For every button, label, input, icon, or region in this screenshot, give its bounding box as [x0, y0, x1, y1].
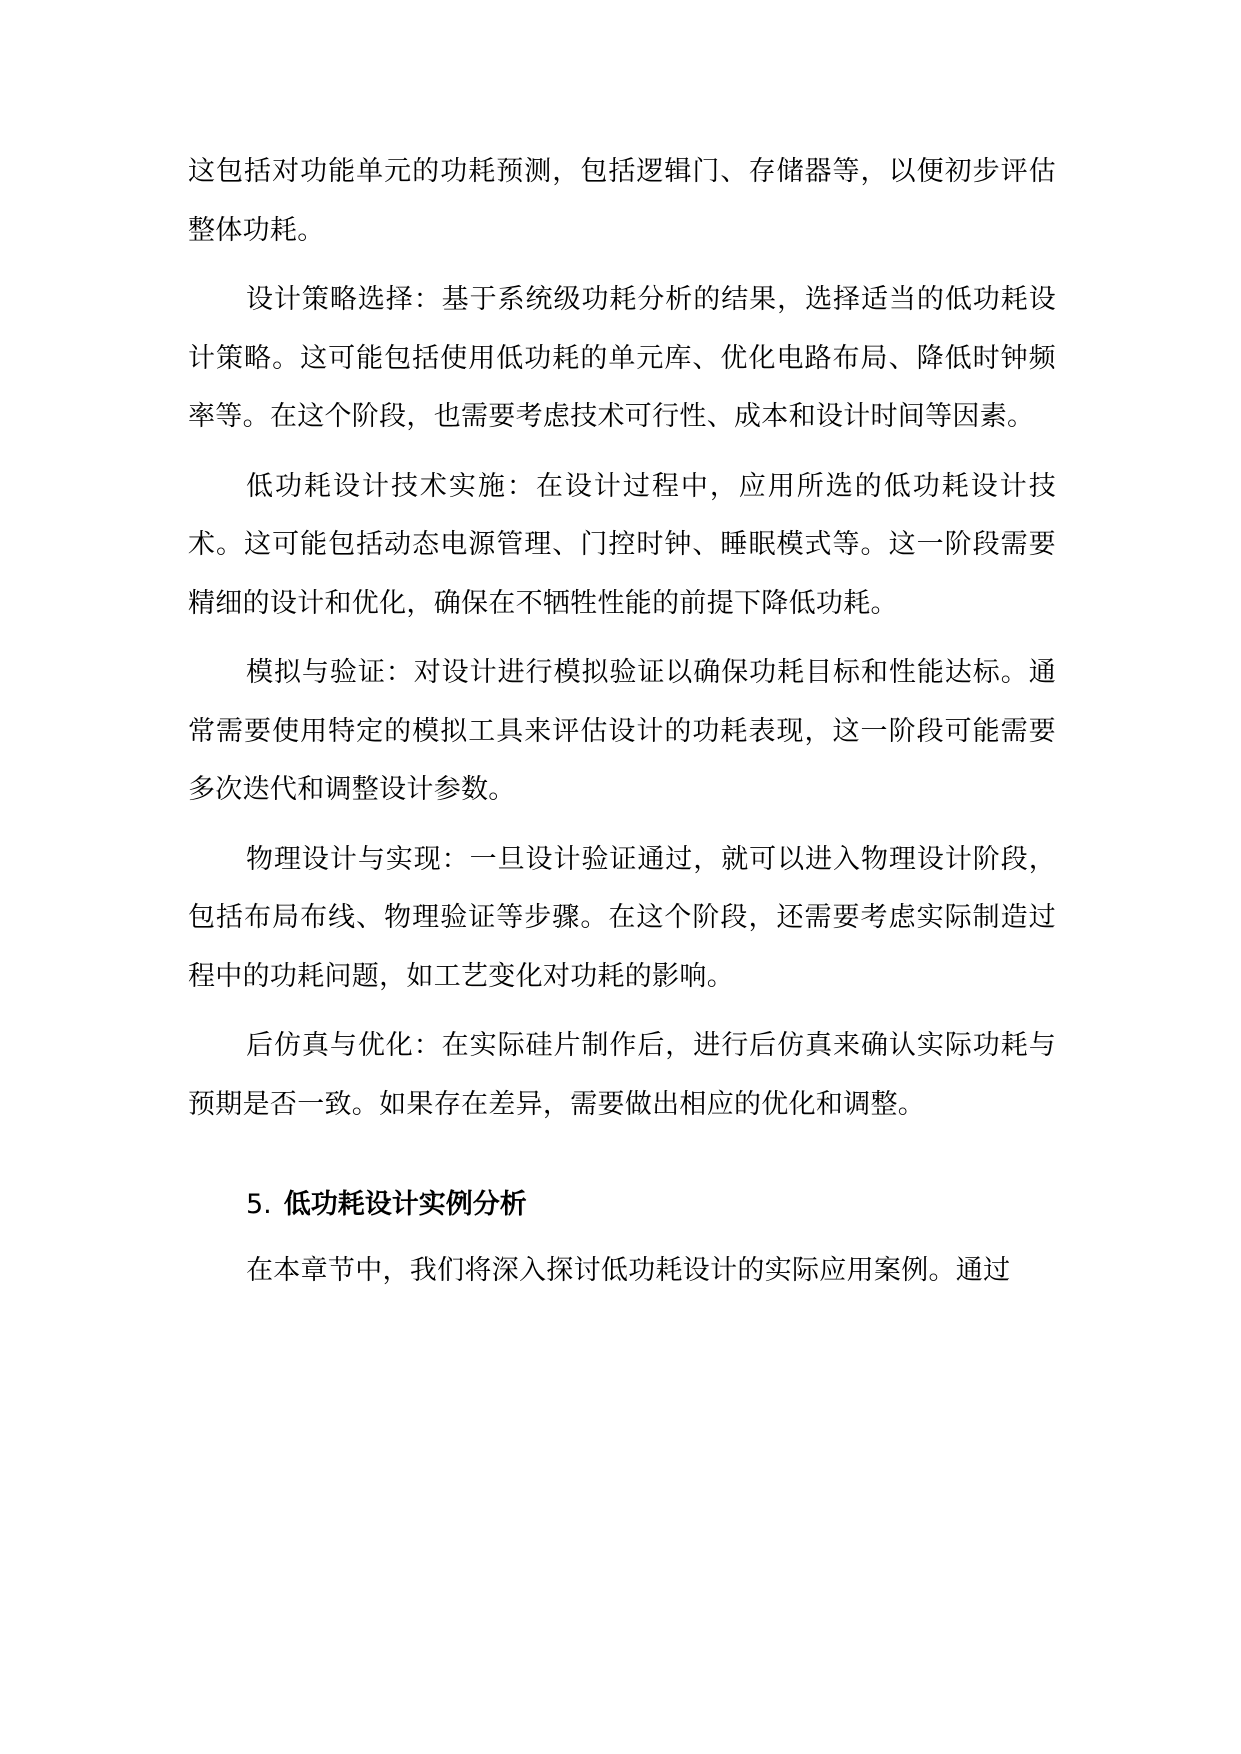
document-page: [188, 143, 1056, 1301]
paragraph-physical-design: 物理设计与实现：一旦设计验证通过，就可以进入物理设计阶段，包括布局布线、物理验证等步骤。在这个阶段，还需要考虑实际制造过程中的功耗问题，如工艺变化对功耗的影响。: [188, 843, 1056, 992]
paragraph-technique-implementation: 低功耗设计技术实施：在设计过程中，应用所选的低功耗设计技术。这可能包括动态电源管理、门控时钟、睡眠模式等。这一阶段需要精细的设计和优化，确保在不牺牲性能的前提下降低功耗。: [188, 470, 1056, 619]
paragraph-design-strategy: 设计策略选择：基于系统级功耗分析的结果，选择适当的低功耗设计策略。这可能包括使用低功耗的单元库、优化电路布局、降低时钟频率等。在这个阶段，也需要考虑技术可行性、成本和设计时间等因素。: [188, 284, 1056, 432]
paragraph-continuation: 这包括对功能单元的功耗预测，包括逻辑门、存储器等，以便初步评估整体功耗。: [188, 156, 1056, 246]
section-title: 低功耗设计实例分析: [283, 1189, 527, 1220]
section-heading: [188, 1176, 1056, 1234]
paragraph-chapter-intro: 在本章节中，我们将深入探讨低功耗设计的实际应用案例。通过: [246, 1255, 1011, 1286]
paragraph-post-simulation: 后仿真与优化：在实际硅片制作后，进行后仿真来确认实际功耗与预期是否一致。如果存在差异，需要做出相应的优化和调整。: [188, 1030, 1056, 1120]
section-number: 5.: [246, 1189, 272, 1220]
paragraph-simulation-verification: 模拟与验证：对设计进行模拟验证以确保功耗目标和性能达标。通常需要使用特定的模拟工具来评估设计的功耗表现，这一阶段可能需要多次迭代和调整设计参数。: [188, 657, 1056, 805]
